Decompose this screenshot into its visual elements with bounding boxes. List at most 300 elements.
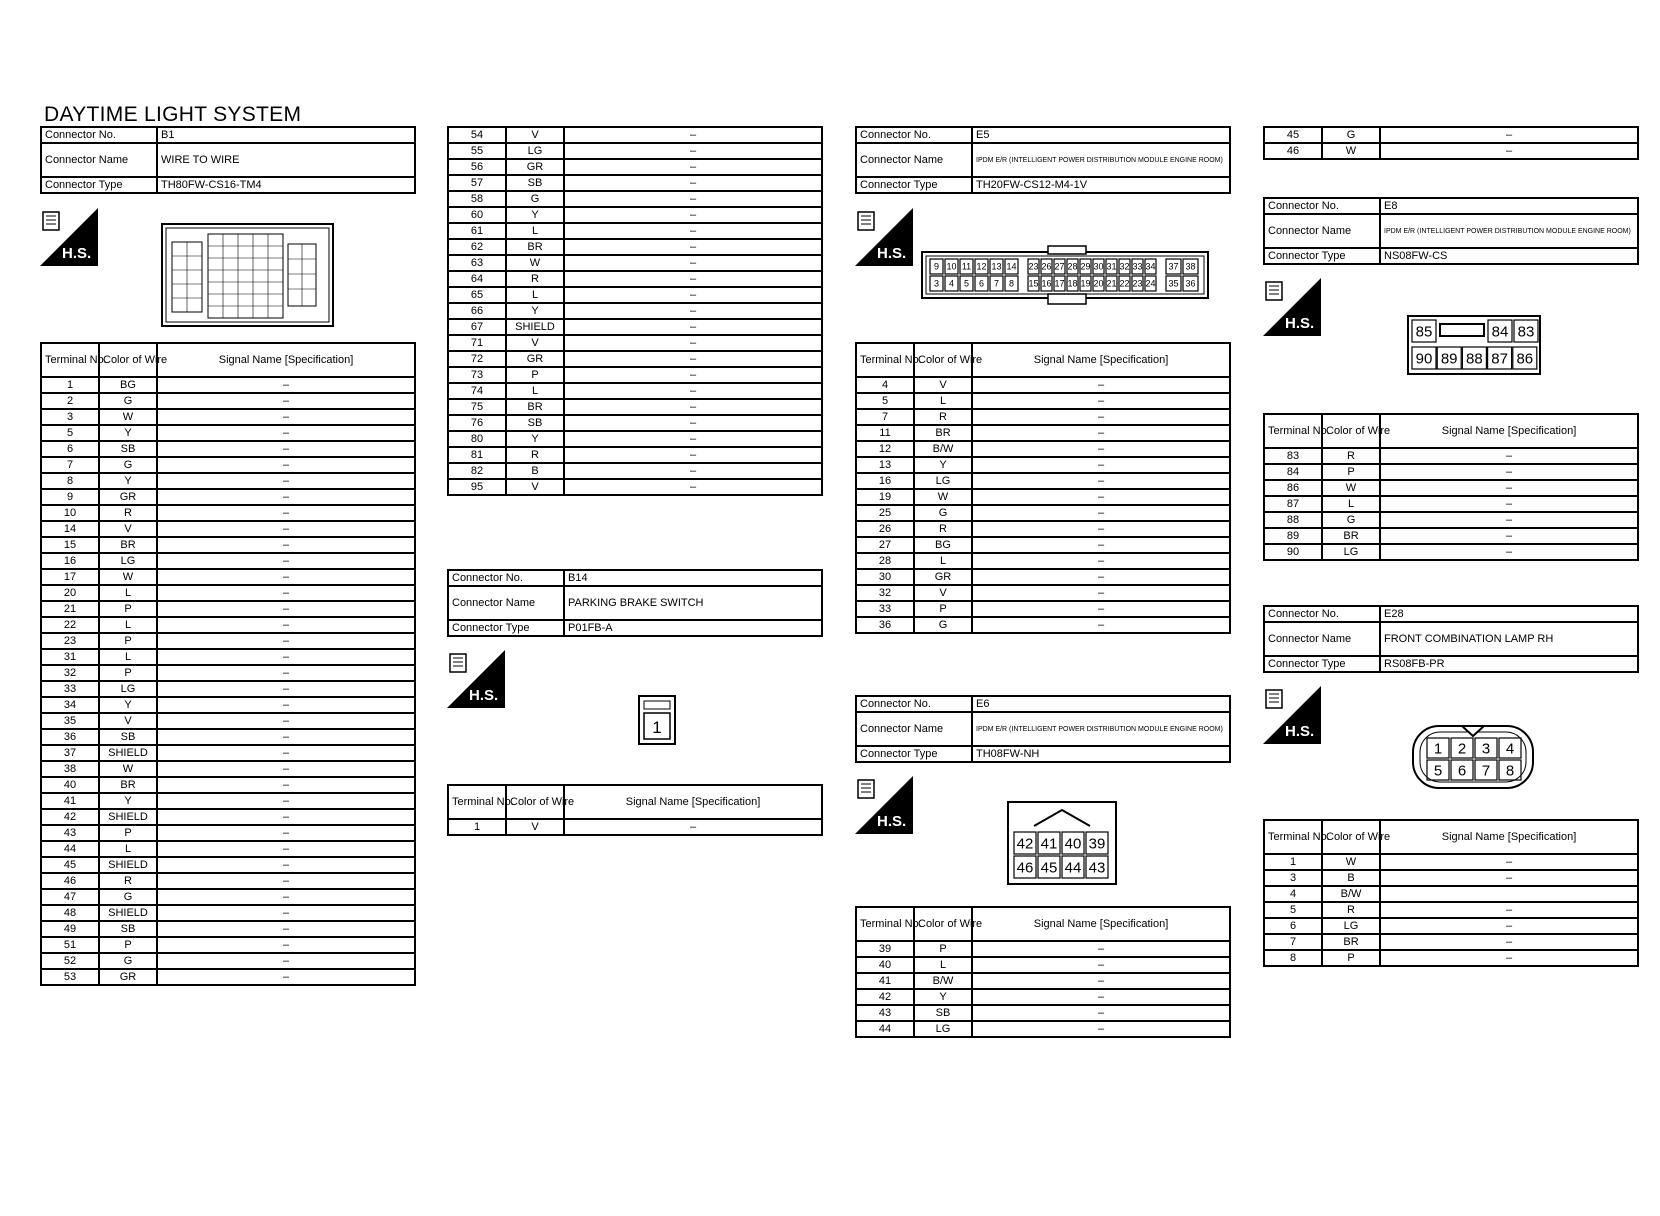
table-row — [856, 617, 1230, 633]
terminal-no-cell: 5 — [41, 425, 99, 441]
table-row — [856, 457, 1230, 473]
signal-name-cell: – — [157, 793, 415, 809]
pin-label: 7 — [1481, 762, 1491, 780]
pin-label: 23 — [1028, 261, 1039, 272]
signal-name-cell: – — [157, 905, 415, 921]
table-row — [448, 399, 822, 415]
terminal-no-cell: 73 — [448, 367, 506, 383]
wire-color-cell: G — [1322, 512, 1380, 528]
signal-name-cell: – — [157, 825, 415, 841]
signal-name-cell: – — [972, 617, 1230, 633]
table-row — [448, 271, 822, 287]
pin-label: 46 — [1016, 859, 1034, 877]
wire-color-cell: B/W — [914, 973, 972, 989]
connector-e5-terminal-table — [855, 342, 1231, 634]
signal-name-cell: – — [972, 473, 1230, 489]
signal-name-cell: – — [157, 889, 415, 905]
terminal-no-cell: 64 — [448, 271, 506, 287]
wire-color-cell: SHIELD — [506, 319, 564, 335]
table-row — [41, 873, 415, 889]
wire-color-cell: V — [99, 713, 157, 729]
signal-name-cell: – — [972, 973, 1230, 989]
hs-label: H.S. — [1285, 315, 1315, 332]
pin-label: 33 — [1132, 261, 1143, 272]
terminal-no-cell: 33 — [41, 681, 99, 697]
terminal-no-cell: 43 — [41, 825, 99, 841]
header-color-of-wire: Color of Wire — [914, 907, 972, 941]
pin-label: 4 — [948, 278, 955, 289]
terminal-no-cell: 84 — [1264, 464, 1322, 480]
table-row — [41, 809, 415, 825]
signal-name-cell: – — [157, 921, 415, 937]
wire-color-cell: P — [506, 367, 564, 383]
table-row — [41, 521, 415, 537]
wire-color-cell: Y — [99, 425, 157, 441]
label-connector-no: Connector No. — [856, 696, 972, 712]
table-row — [856, 957, 1230, 973]
connector-e5-info-table — [855, 126, 1231, 194]
wire-color-cell: GR — [99, 969, 157, 985]
terminal-no-cell: 8 — [41, 473, 99, 489]
table-row — [41, 473, 415, 489]
hs-label: H.S. — [877, 813, 907, 830]
table-row — [1264, 902, 1638, 918]
table-row — [1264, 448, 1638, 464]
label-connector-type: Connector Type — [856, 746, 972, 762]
terminal-no-cell: 7 — [856, 409, 914, 425]
terminal-no-cell: 72 — [448, 351, 506, 367]
wire-color-cell: LG — [99, 681, 157, 697]
table-row — [856, 537, 1230, 553]
pin-label: 13 — [991, 261, 1002, 272]
table-row — [856, 473, 1230, 489]
table-row — [1264, 143, 1638, 159]
table-row — [41, 633, 415, 649]
connector-name-value: IPDM E/R (INTELLIGENT POWER DISTRIBUTION MODULE ENGINE ROOM) — [972, 712, 1230, 746]
terminal-no-cell: 82 — [448, 463, 506, 479]
label-connector-type: Connector Type — [41, 177, 157, 193]
terminal-no-cell: 66 — [448, 303, 506, 319]
signal-name-cell: – — [157, 521, 415, 537]
terminal-no-cell: 51 — [41, 937, 99, 953]
wire-color-cell: V — [914, 585, 972, 601]
label-connector-no: Connector No. — [1264, 198, 1380, 214]
wire-color-cell: G — [99, 953, 157, 969]
table-row — [448, 335, 822, 351]
header-signal-name: Signal Name [Specification] — [1380, 414, 1638, 448]
signal-name-cell: – — [157, 777, 415, 793]
connector-e6-terminal-table — [855, 906, 1231, 1038]
wire-color-cell: GR — [99, 489, 157, 505]
signal-name-cell: – — [157, 537, 415, 553]
header-terminal-no: Terminal No. — [41, 343, 99, 377]
terminal-no-cell: 88 — [1264, 512, 1322, 528]
header-terminal-no: Terminal No. — [856, 343, 914, 377]
terminal-no-cell: 32 — [41, 665, 99, 681]
terminal-no-cell: 44 — [41, 841, 99, 857]
label-connector-type: Connector Type — [1264, 248, 1380, 264]
label-connector-type: Connector Type — [448, 620, 564, 636]
terminal-no-cell: 57 — [448, 175, 506, 191]
wire-color-cell: BR — [506, 399, 564, 415]
pin-label: 40 — [1064, 835, 1082, 853]
table-row — [41, 937, 415, 953]
wire-color-cell: Y — [99, 473, 157, 489]
terminal-no-cell: 90 — [1264, 544, 1322, 560]
terminal-no-cell: 33 — [856, 601, 914, 617]
pin-label: 37 — [1168, 261, 1179, 272]
wire-color-cell: W — [99, 761, 157, 777]
wire-color-cell: L — [99, 649, 157, 665]
terminal-no-cell: 31 — [41, 649, 99, 665]
signal-name-cell: – — [157, 697, 415, 713]
wire-color-cell: G — [1322, 127, 1380, 143]
label-connector-name: Connector Name — [1264, 622, 1380, 656]
signal-name-cell: – — [1380, 528, 1638, 544]
terminal-no-cell: 35 — [41, 713, 99, 729]
signal-name-cell: – — [564, 143, 822, 159]
signal-name-cell: – — [972, 489, 1230, 505]
pin-label: 10 — [946, 261, 957, 272]
table-row — [41, 905, 415, 921]
table-row — [41, 777, 415, 793]
terminal-no-cell: 46 — [1264, 143, 1322, 159]
wire-color-cell: L — [99, 841, 157, 857]
terminal-no-cell: 6 — [41, 441, 99, 457]
hs-label: H.S. — [469, 687, 499, 704]
connector-e5-diagram — [920, 244, 1210, 308]
wire-color-cell: W — [1322, 143, 1380, 159]
table-row — [856, 441, 1230, 457]
pin-label: 5 — [1433, 762, 1443, 780]
signal-name-cell: – — [972, 441, 1230, 457]
pin-label: 1 — [1433, 740, 1443, 758]
label-connector-no: Connector No. — [856, 127, 972, 143]
terminal-no-cell: 8 — [1264, 950, 1322, 966]
pin-label: 89 — [1440, 350, 1458, 368]
pin-label: 5 — [963, 278, 970, 289]
wire-color-cell: W — [99, 409, 157, 425]
pin-label: 86 — [1516, 350, 1534, 368]
connector-b1-continued-section — [447, 126, 823, 496]
signal-name-cell: – — [564, 255, 822, 271]
terminal-no-cell: 3 — [1264, 870, 1322, 886]
wire-color-cell: G — [99, 889, 157, 905]
terminal-no-cell: 9 — [41, 489, 99, 505]
connector-e6-info-table — [855, 695, 1231, 763]
signal-name-cell: – — [564, 319, 822, 335]
label-connector-name: Connector Name — [1264, 214, 1380, 248]
terminal-no-cell: 71 — [448, 335, 506, 351]
connector-e28-terminal-section — [1263, 819, 1639, 967]
terminal-no-cell: 40 — [41, 777, 99, 793]
table-row — [856, 1005, 1230, 1021]
table-row — [41, 745, 415, 761]
signal-name-cell: – — [157, 681, 415, 697]
wire-color-cell: G — [506, 191, 564, 207]
connector-type-value: TH20FW-CS12-M4-1V — [972, 177, 1230, 193]
signal-name-cell: – — [157, 585, 415, 601]
connector-no-value: B14 — [564, 570, 822, 586]
signal-name-cell: – — [564, 479, 822, 495]
table-row — [856, 569, 1230, 585]
wire-color-cell: Y — [506, 303, 564, 319]
table-row — [41, 921, 415, 937]
table-row — [1264, 512, 1638, 528]
terminal-no-cell: 52 — [41, 953, 99, 969]
wire-color-cell: BG — [914, 537, 972, 553]
terminal-no-cell: 5 — [1264, 902, 1322, 918]
signal-name-cell: – — [564, 367, 822, 383]
signal-name-cell: – — [564, 463, 822, 479]
signal-name-cell: – — [1380, 918, 1638, 934]
connector-e6-section — [855, 695, 1231, 763]
wire-color-cell: V — [506, 479, 564, 495]
wire-color-cell: R — [99, 873, 157, 889]
terminal-no-cell: 7 — [41, 457, 99, 473]
pin-label: 29 — [1080, 261, 1091, 272]
signal-name-cell: – — [1380, 448, 1638, 464]
terminal-no-cell: 23 — [41, 633, 99, 649]
table-row — [856, 425, 1230, 441]
signal-name-cell: – — [157, 441, 415, 457]
table-row — [1264, 870, 1638, 886]
terminal-no-cell: 95 — [448, 479, 506, 495]
hs-label: H.S. — [877, 245, 907, 262]
connector-b14-info-table — [447, 569, 823, 637]
table-row — [41, 537, 415, 553]
pin-label: 27 — [1054, 261, 1065, 272]
terminal-no-cell: 14 — [41, 521, 99, 537]
connector-type-value: RS08FB-PR — [1380, 656, 1638, 672]
signal-name-cell: – — [157, 969, 415, 985]
table-row — [448, 319, 822, 335]
wire-color-cell: P — [1322, 950, 1380, 966]
pin-label: 9 — [933, 261, 940, 272]
wire-color-cell: W — [99, 569, 157, 585]
terminal-no-cell: 62 — [448, 239, 506, 255]
signal-name-cell: – — [1380, 934, 1638, 950]
pin-label: 88 — [1466, 350, 1483, 368]
table-row — [448, 159, 822, 175]
table-row — [448, 255, 822, 271]
signal-name-cell: – — [972, 393, 1230, 409]
signal-name-cell: – — [972, 521, 1230, 537]
table-row — [41, 793, 415, 809]
connector-type-value: TH80FW-CS16-TM4 — [157, 177, 415, 193]
table-row — [41, 505, 415, 521]
wire-color-cell: W — [1322, 480, 1380, 496]
connector-name-value: WIRE TO WIRE — [157, 143, 415, 177]
terminal-no-cell: 25 — [856, 505, 914, 521]
wire-color-cell: LG — [1322, 544, 1380, 560]
terminal-no-cell: 1 — [41, 377, 99, 393]
table-row — [41, 489, 415, 505]
terminal-no-cell: 32 — [856, 585, 914, 601]
header-terminal-no: Terminal No. — [1264, 414, 1322, 448]
pin-label: 32 — [1119, 261, 1130, 272]
pin-label: 20 — [1093, 278, 1104, 289]
terminal-no-cell: 67 — [448, 319, 506, 335]
terminal-no-cell: 39 — [856, 941, 914, 957]
table-row — [41, 697, 415, 713]
signal-name-cell: – — [564, 207, 822, 223]
wire-color-cell: V — [506, 819, 564, 835]
table-row — [41, 649, 415, 665]
hs-label: H.S. — [62, 245, 92, 262]
terminal-no-cell: 36 — [856, 617, 914, 633]
header-signal-name: Signal Name [Specification] — [1380, 820, 1638, 854]
table-row — [1264, 464, 1638, 480]
terminal-no-cell: 45 — [41, 857, 99, 873]
signal-name-cell: – — [564, 351, 822, 367]
signal-name-cell: – — [157, 857, 415, 873]
table-row — [448, 463, 822, 479]
signal-name-cell: – — [1380, 464, 1638, 480]
table-row — [41, 761, 415, 777]
label-connector-no: Connector No. — [448, 570, 564, 586]
signal-name-cell: – — [157, 937, 415, 953]
wire-color-cell: R — [1322, 448, 1380, 464]
terminal-no-cell: 28 — [856, 553, 914, 569]
wire-color-cell: BR — [99, 777, 157, 793]
table-row — [1264, 886, 1638, 902]
connector-e6-terminal-section — [855, 906, 1231, 1038]
header-color-of-wire: Color of Wire — [99, 343, 157, 377]
terminal-no-cell: 74 — [448, 383, 506, 399]
terminal-no-cell: 27 — [856, 537, 914, 553]
connector-name-value: PARKING BRAKE SWITCH — [564, 586, 822, 620]
terminal-no-cell: 54 — [448, 127, 506, 143]
wire-color-cell: R — [914, 521, 972, 537]
terminal-no-cell: 42 — [856, 989, 914, 1005]
connector-no-value: E5 — [972, 127, 1230, 143]
header-terminal-no: Terminal No. — [856, 907, 914, 941]
wire-color-cell: SB — [99, 921, 157, 937]
pin-label: 14 — [1006, 261, 1017, 272]
wire-color-cell: G — [99, 393, 157, 409]
terminal-no-cell: 11 — [856, 425, 914, 441]
table-row — [41, 601, 415, 617]
wire-color-cell: L — [99, 617, 157, 633]
signal-name-cell: – — [972, 989, 1230, 1005]
wire-color-cell: LG — [506, 143, 564, 159]
wire-color-cell: G — [914, 505, 972, 521]
pin-label: 6 — [978, 278, 985, 289]
signal-name-cell: – — [157, 489, 415, 505]
wire-color-cell: SB — [99, 441, 157, 457]
signal-name-cell: – — [157, 393, 415, 409]
signal-name-cell: – — [157, 409, 415, 425]
signal-name-cell: – — [1380, 544, 1638, 560]
signal-name-cell: – — [157, 505, 415, 521]
wire-color-cell: SB — [506, 175, 564, 191]
header-signal-name: Signal Name [Specification] — [972, 907, 1230, 941]
wire-color-cell: L — [914, 393, 972, 409]
connector-e8-diagram — [1406, 314, 1542, 376]
signal-name-cell: – — [564, 239, 822, 255]
wire-color-cell: SHIELD — [99, 745, 157, 761]
wire-color-cell: P — [914, 941, 972, 957]
table-row — [1264, 934, 1638, 950]
table-row — [448, 367, 822, 383]
table-row — [856, 973, 1230, 989]
harness-side-icon — [1263, 278, 1321, 336]
terminal-no-cell: 81 — [448, 447, 506, 463]
table-row — [41, 889, 415, 905]
wire-color-cell: SB — [506, 415, 564, 431]
pin-label: 43 — [1088, 859, 1106, 877]
wire-color-cell: P — [99, 601, 157, 617]
header-signal-name: Signal Name [Specification] — [972, 343, 1230, 377]
terminal-no-cell: 45 — [1264, 127, 1322, 143]
terminal-no-cell: 1 — [448, 819, 506, 835]
terminal-no-cell: 7 — [1264, 934, 1322, 950]
connector-b14-terminal-section — [447, 784, 823, 836]
signal-name-cell: – — [972, 409, 1230, 425]
pin-label: 24 — [1145, 278, 1156, 289]
terminal-no-cell: 55 — [448, 143, 506, 159]
pin-label: 3 — [933, 278, 940, 289]
wire-color-cell: L — [506, 223, 564, 239]
signal-name-cell: – — [564, 127, 822, 143]
terminal-no-cell: 37 — [41, 745, 99, 761]
connector-no-value: E28 — [1380, 606, 1638, 622]
wire-color-cell: BR — [99, 537, 157, 553]
table-row — [41, 425, 415, 441]
signal-name-cell: – — [972, 457, 1230, 473]
connector-no-value: E6 — [972, 696, 1230, 712]
connector-name-value: IPDM E/R (INTELLIGENT POWER DISTRIBUTION MODULE ENGINE ROOM) — [972, 143, 1230, 177]
harness-side-icon — [855, 208, 913, 266]
table-row — [1264, 918, 1638, 934]
signal-name-cell: – — [1380, 127, 1638, 143]
terminal-no-cell: 56 — [448, 159, 506, 175]
table-row — [448, 175, 822, 191]
terminal-no-cell: 60 — [448, 207, 506, 223]
connector-b1-diagram — [160, 222, 335, 328]
terminal-no-cell: 76 — [448, 415, 506, 431]
table-row — [448, 479, 822, 495]
table-row — [856, 521, 1230, 537]
connector-e28-diagram — [1410, 720, 1536, 792]
terminal-no-cell: 48 — [41, 905, 99, 921]
pin-label: 8 — [1008, 278, 1015, 289]
terminal-no-cell: 53 — [41, 969, 99, 985]
signal-name-cell: – — [157, 841, 415, 857]
pin-label: 38 — [1185, 261, 1196, 272]
signal-name-cell: – — [564, 431, 822, 447]
label-connector-type: Connector Type — [856, 177, 972, 193]
terminal-no-cell: 16 — [41, 553, 99, 569]
signal-name-cell: – — [972, 425, 1230, 441]
wire-color-cell: W — [506, 255, 564, 271]
table-row — [41, 713, 415, 729]
wire-color-cell: P — [99, 825, 157, 841]
table-row — [1264, 544, 1638, 560]
terminal-no-cell: 3 — [41, 409, 99, 425]
connector-b1-terminal-table-cont — [447, 126, 823, 496]
wire-color-cell: B/W — [914, 441, 972, 457]
label-connector-no: Connector No. — [1264, 606, 1380, 622]
terminal-no-cell: 19 — [856, 489, 914, 505]
pin-label: 41 — [1040, 835, 1058, 853]
connector-b1-section — [40, 126, 416, 194]
label-connector-type: Connector Type — [1264, 656, 1380, 672]
signal-name-cell: – — [157, 745, 415, 761]
connector-name-value: IPDM E/R (INTELLIGENT POWER DISTRIBUTION MODULE ENGINE ROOM) — [1380, 214, 1638, 248]
wire-color-cell: R — [506, 271, 564, 287]
